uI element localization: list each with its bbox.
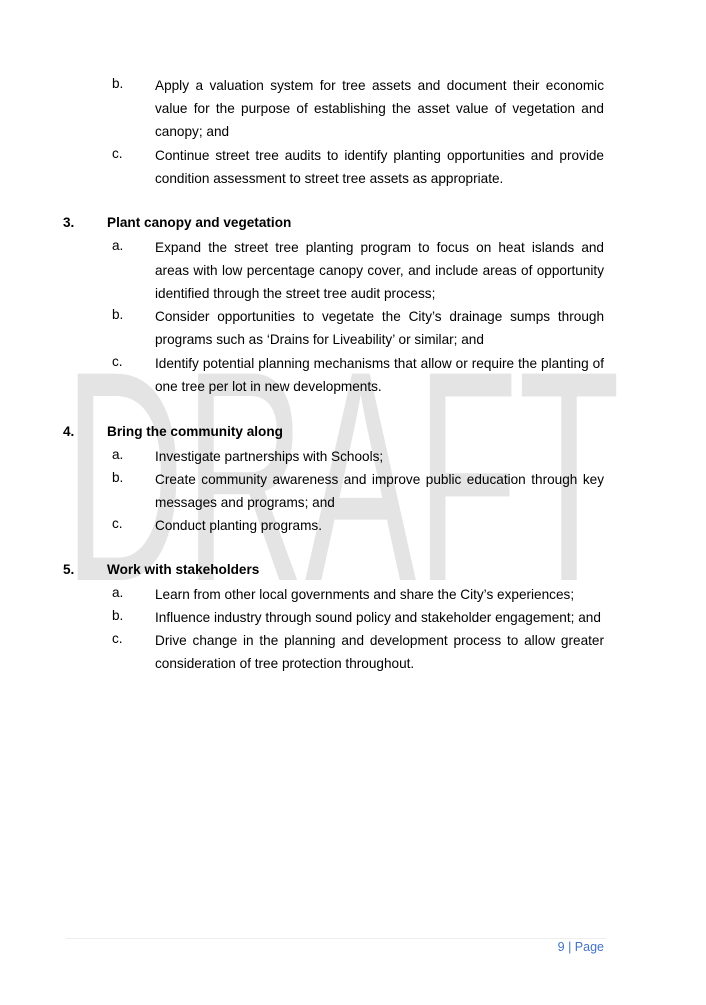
list-letter: c. — [112, 516, 123, 531]
section-heading: Plant canopy and vegetation — [107, 215, 292, 230]
list-item-text: Investigate partnerships with Schools; — [155, 449, 384, 464]
section-heading: Work with stakeholders — [107, 562, 260, 577]
list-letter: b. — [112, 608, 124, 623]
list-item-text: Create community awareness and improve public education through key messages and programs; and — [155, 472, 604, 511]
list-letter: a. — [112, 585, 124, 600]
footer-divider — [66, 938, 606, 939]
list-letter: c. — [112, 354, 123, 369]
list-letter: a. — [112, 238, 124, 253]
section-number: 5. — [63, 562, 75, 577]
list-letter: c. — [112, 631, 123, 646]
list-item-text: Continue street tree audits to identify planting opportunities and provide condition assessment to street tree assets as appropriate. — [155, 148, 604, 187]
list-item-text: Conduct planting programs. — [155, 518, 322, 533]
page-number: 9 — [557, 940, 565, 954]
list-letter: b. — [112, 307, 124, 322]
list-letter: b. — [112, 470, 124, 485]
list-letter: c. — [112, 146, 123, 161]
section-heading: Bring the community along — [107, 424, 283, 439]
list-item-text: Apply a valuation system for tree assets and document their economic value for the purpose of establishing the asset value of vegetation and canopy; and — [155, 78, 604, 140]
list-item-text: Learn from other local governments and share the City’s experiences; — [155, 587, 575, 602]
svg-text:DRAFT: DRAFT — [64, 330, 620, 630]
page-label: Page — [574, 940, 604, 954]
section-number: 4. — [63, 424, 75, 439]
list-letter: a. — [112, 447, 124, 462]
page-footer — [558, 940, 604, 954]
list-item-text: Identify potential planning mechanisms that allow or require the planting of one tree per lot in new developments. — [155, 356, 604, 395]
footer-separator: | — [568, 940, 572, 954]
list-item-text: Consider opportunities to vegetate the City’s drainage sumps through programs such as ‘Drains for Liveability’ or similar; and — [155, 309, 604, 348]
list-item-text: Drive change in the planning and development process to allow greater consideration of tree protection throughout. — [155, 633, 604, 672]
list-item-text: Influence industry through sound policy and stakeholder engagement; and — [155, 610, 601, 625]
section-number: 3. — [63, 215, 75, 230]
list-item-text: Expand the street tree planting program to focus on heat islands and areas with low percentage canopy cover, and include areas of opportunity identified through the street tree audit process; — [155, 240, 604, 302]
list-letter: b. — [112, 76, 124, 91]
